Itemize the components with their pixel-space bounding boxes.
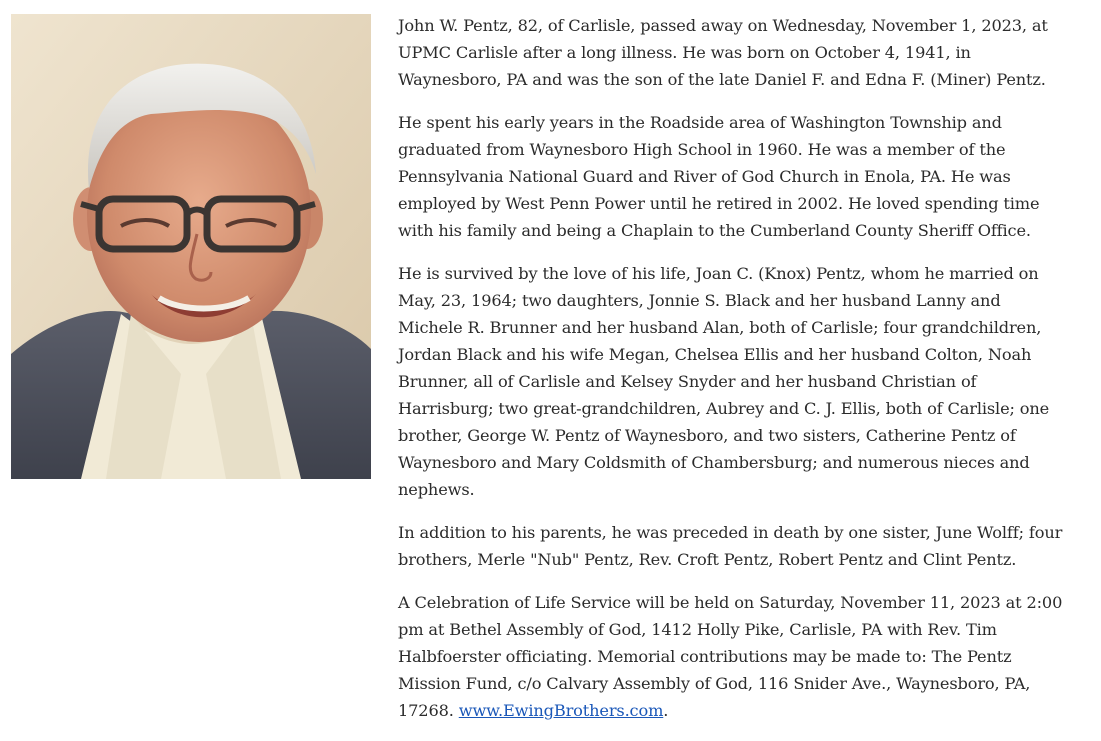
obituary-text [398, 12, 1068, 740]
portrait-photo-icon [11, 14, 371, 479]
service-info-trailing: . [663, 701, 669, 720]
paragraph-predeceased: In addition to his parents, he was preceded in death by one sister, June Wolff; four brothers, Merle "Nub" Pentz, Rev. Croft Pentz, Robert Pentz and Clint Pentz. [398, 523, 1063, 569]
portrait-photo [11, 14, 371, 479]
paragraph-survivors: He is survived by the love of his life, Joan C. (Knox) Pentz, whom he married on May, 23, 1964; two daughters, Jonnie S. Black and her husband Lanny and Michele R. Brunner and her husband Alan, both of Carlisle; four grandchildren, Jordan Black and his wife Megan, Chelsea Ellis and her husband Colton, Noah Brunner, all of Carlisle and Kelsey Snyder and her husband Christian of Harrisburg; two great-grandchildren, Aubrey and C. J. Ellis, both of Carlisle; one brother, George W. Pentz of Waynesboro, and two sisters, Catherine Pentz of Waynesboro and Mary Coldsmith of Chambersburg; and numerous nieces and nephews. [398, 264, 1050, 499]
funeral-home-link[interactable]: www.EwingBrothers.com [458, 701, 664, 720]
service-info-text: A Celebration of Life Service will be held on Saturday, November 11, 2023 at 2:00 pm at Bethel Assembly of God, 1412 Holly Pike, Carlisle, PA with Rev. Tim Halbfoerster officiating. Memorial contributions may be made to: The Pentz Mission Fund, c/o Calvary Assembly of God, 116 Snider Ave., Waynesboro, PA, 17268. [398, 593, 1063, 720]
paragraph-death-notice: John W. Pentz, 82, of Carlisle, passed away on Wednesday, November 1, 2023, at UPMC Carlisle after a long illness. He was born on October 4, 1941, in Waynesboro, PA and was the son of the late Daniel F. and Edna F. (Miner) Pentz. [398, 16, 1048, 89]
paragraph-biography: He spent his early years in the Roadside area of Washington Township and graduated from Waynesboro High School in 1960. He was a member of the Pennsylvania National Guard and River of God Church in Enola, PA. He was employed by West Penn Power until he retired in 2002. He loved spending time with his family and being a Chaplain to the Cumberland County Sheriff Office. [398, 113, 1040, 240]
paragraph-service-info [398, 589, 1068, 724]
